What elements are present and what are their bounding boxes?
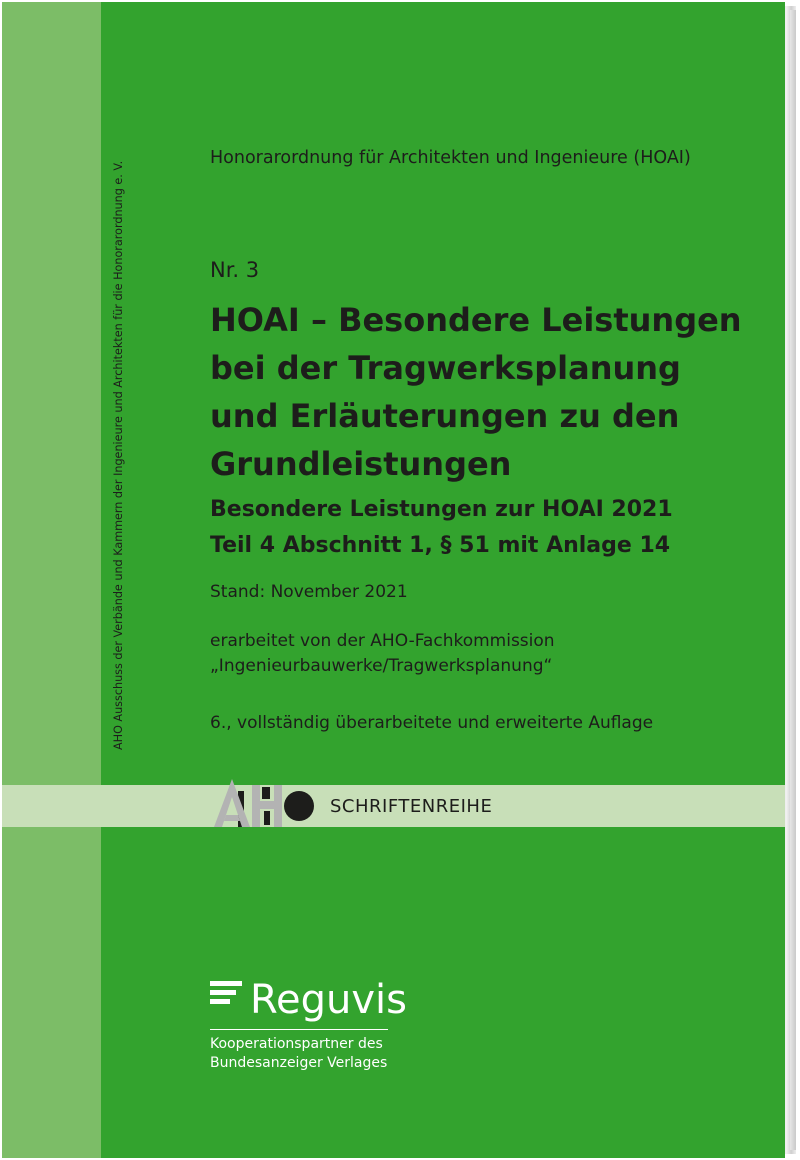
title-line: bei der Tragwerksplanung <box>210 349 681 387</box>
subtitle-line: Besondere Leistungen zur HOAI 2021 <box>210 497 673 522</box>
authors <box>210 629 555 679</box>
series-band <box>2 785 785 827</box>
stand-date: Stand: November 2021 <box>210 582 408 602</box>
subtitle-line: Teil 4 Abschnitt 1, § 51 mit Anlage 14 <box>210 533 671 558</box>
publisher-divider <box>210 1029 388 1030</box>
title-line: Grundleistungen <box>210 445 512 483</box>
volume-number: Nr. 3 <box>210 258 260 282</box>
title-line: HOAI – Besondere Leistungen <box>210 301 742 339</box>
title-line: und Erläuterungen zu den <box>210 397 680 435</box>
aho-logo <box>212 777 324 833</box>
book-title <box>210 296 742 488</box>
publisher-name: Reguvis <box>250 977 407 1023</box>
publisher-tagline-line: Kooperationspartner des <box>210 1036 383 1052</box>
authors-line: „Ingenieurbauwerke/Tragwerksplanung“ <box>210 656 553 676</box>
book-subtitle <box>210 492 673 564</box>
series-band-label: SCHRIFTENREIHE <box>330 796 493 817</box>
book-cover <box>2 2 785 1158</box>
reguvis-lines-icon <box>210 979 244 1007</box>
page-stack-edge-inner <box>790 10 796 1150</box>
cover-spine-strip <box>2 2 101 1158</box>
series-line: Honorarordnung für Architekten und Ingenieure (HOAI) <box>210 148 691 168</box>
publisher-tagline-line: Bundesanzeiger Verlages <box>210 1055 388 1071</box>
edition: 6., vollständig überarbeitete und erweiterte Auflage <box>210 713 654 733</box>
publisher-tagline <box>210 1035 387 1073</box>
spine-text: AHO Ausschuss der Verbände und Kammern der Ingenieure und Architekten für die Honorarordnung e. V. <box>112 160 125 750</box>
authors-line: erarbeitet von der AHO-Fachkommission <box>210 631 555 651</box>
